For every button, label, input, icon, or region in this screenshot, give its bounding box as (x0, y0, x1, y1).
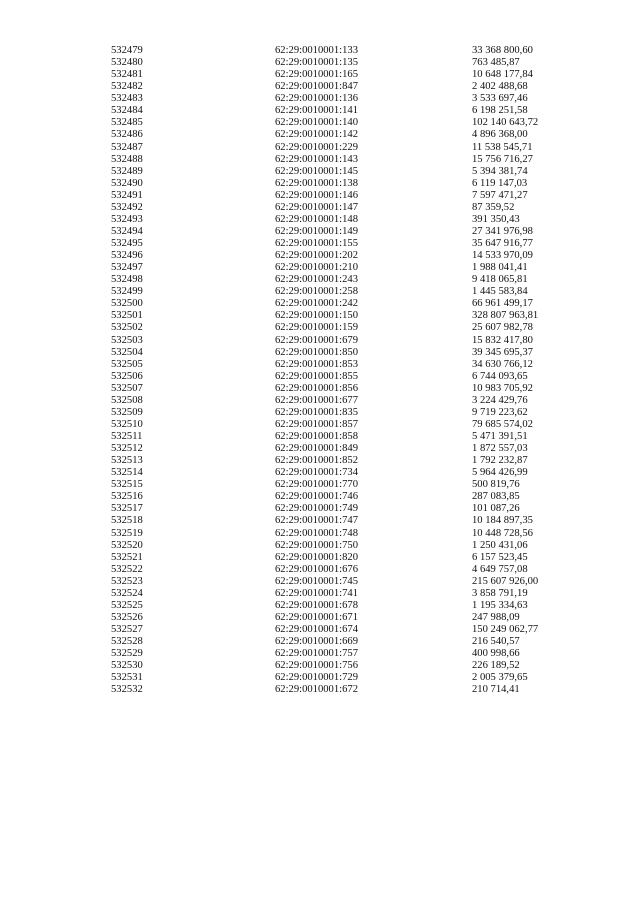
cadastral-value: 6 744 093,65 (472, 370, 528, 382)
cadastral-value: 763 485,87 (472, 57, 520, 69)
cadastral-value: 6 157 523,45 (472, 551, 528, 563)
table-row (0, 69, 640, 81)
row-number: 532501 (111, 310, 143, 322)
cadastral-value: 247 988,09 (472, 611, 520, 623)
cadastral-value: 6 198 251,58 (472, 105, 528, 117)
table-row (0, 202, 640, 214)
row-number: 532511 (111, 431, 143, 442)
cadastral-value: 226 189,52 (472, 660, 520, 672)
table-row (0, 250, 640, 262)
table-row (0, 479, 640, 491)
cadastral-number: 62:29:0010001:852 (275, 455, 358, 467)
cadastral-number: 62:29:0010001:674 (275, 624, 358, 635)
cadastral-number: 62:29:0010001:741 (275, 587, 358, 599)
table-row (0, 515, 640, 527)
cadastral-number: 62:29:0010001:210 (275, 262, 358, 274)
table-row (0, 371, 640, 383)
cadastral-value: 66 961 499,17 (472, 298, 533, 310)
row-number: 532514 (111, 467, 143, 479)
table-row (0, 564, 640, 576)
cadastral-value: 9 719 223,62 (472, 406, 528, 418)
cadastral-number: 62:29:0010001:849 (275, 443, 358, 455)
cadastral-number: 62:29:0010001:146 (275, 189, 358, 201)
cadastral-number: 62:29:0010001:149 (275, 225, 358, 237)
cadastral-number: 62:29:0010001:243 (275, 274, 358, 286)
row-number: 532486 (111, 129, 143, 141)
row-number: 532532 (111, 684, 143, 696)
cadastral-number: 62:29:0010001:242 (275, 298, 358, 310)
cadastral-number: 62:29:0010001:150 (275, 310, 358, 322)
table-row (0, 166, 640, 178)
cadastral-number: 62:29:0010001:155 (275, 238, 358, 249)
cadastral-number: 62:29:0010001:136 (275, 93, 358, 105)
row-number: 532527 (111, 624, 143, 635)
row-number: 532497 (111, 262, 143, 274)
table-row (0, 142, 640, 154)
row-number: 532522 (111, 563, 143, 575)
table-row (0, 359, 640, 371)
cadastral-number: 62:29:0010001:142 (275, 129, 358, 141)
table-row (0, 322, 640, 334)
row-number: 532498 (111, 274, 143, 286)
cadastral-value: 9 418 065,81 (472, 274, 528, 286)
cadastral-number: 62:29:0010001:229 (275, 141, 358, 153)
table-row (0, 636, 640, 648)
table-row (0, 310, 640, 322)
table-row (0, 395, 640, 407)
row-number: 532494 (111, 225, 143, 237)
table-row (0, 540, 640, 552)
cadastral-number: 62:29:0010001:679 (275, 334, 358, 346)
cadastral-value: 6 119 147,03 (472, 177, 528, 189)
cadastral-number: 62:29:0010001:853 (275, 358, 358, 370)
table-row (0, 383, 640, 395)
cadastral-value: 1 195 334,63 (472, 599, 528, 611)
table-row (0, 286, 640, 298)
cadastral-value: 5 964 426,99 (472, 467, 528, 479)
table-row (0, 443, 640, 455)
cadastral-value: 10 448 728,56 (472, 527, 533, 539)
row-number: 532530 (111, 660, 143, 672)
cadastral-value: 87 359,52 (472, 201, 515, 213)
row-number: 532529 (111, 648, 143, 660)
row-number: 532488 (111, 153, 143, 165)
table-row (0, 672, 640, 684)
cadastral-value: 1 872 557,03 (472, 443, 528, 455)
cadastral-number: 62:29:0010001:202 (275, 250, 358, 262)
cadastral-value: 34 630 766,12 (472, 358, 533, 370)
row-number: 532499 (111, 286, 143, 298)
table-row (0, 214, 640, 226)
table-row (0, 552, 640, 564)
cadastral-value: 10 184 897,35 (472, 515, 533, 527)
row-number: 532524 (111, 587, 143, 599)
table-row (0, 612, 640, 624)
cadastral-value: 15 832 417,80 (472, 334, 533, 346)
row-number: 532487 (111, 141, 143, 153)
cadastral-value: 27 341 976,98 (472, 225, 533, 237)
cadastral-number: 62:29:0010001:677 (275, 394, 358, 406)
row-number: 532512 (111, 443, 143, 455)
cadastral-number: 62:29:0010001:820 (275, 551, 358, 563)
row-number: 532493 (111, 213, 143, 225)
row-number: 532502 (111, 322, 143, 334)
table-row (0, 117, 640, 129)
cadastral-number: 62:29:0010001:141 (275, 105, 358, 117)
cadastral-number: 62:29:0010001:856 (275, 382, 358, 394)
cadastral-number: 62:29:0010001:747 (275, 515, 358, 527)
cadastral-value: 79 685 574,02 (472, 418, 533, 430)
row-number: 532504 (111, 346, 143, 358)
row-number: 532500 (111, 298, 143, 310)
cadastral-value: 7 597 471,27 (472, 189, 528, 201)
row-number: 532503 (111, 334, 143, 346)
cadastral-number: 62:29:0010001:138 (275, 177, 358, 189)
row-number: 532518 (111, 515, 143, 527)
cadastral-number: 62:29:0010001:140 (275, 117, 358, 129)
cadastral-value: 5 394 381,74 (472, 165, 528, 177)
cadastral-number: 62:29:0010001:678 (275, 599, 358, 611)
cadastral-number: 62:29:0010001:746 (275, 491, 358, 503)
row-number: 532490 (111, 177, 143, 189)
cadastral-value: 1 792 232,87 (472, 455, 528, 467)
cadastral-value-table (0, 45, 640, 696)
cadastral-value: 1 445 583,84 (472, 286, 528, 298)
row-number: 532484 (111, 105, 143, 117)
cadastral-value: 287 083,85 (472, 491, 520, 503)
cadastral-value: 25 607 982,78 (472, 322, 533, 334)
table-row (0, 81, 640, 93)
cadastral-number: 62:29:0010001:857 (275, 418, 358, 430)
row-number: 532506 (111, 370, 143, 382)
cadastral-number: 62:29:0010001:756 (275, 660, 358, 672)
row-number: 532491 (111, 189, 143, 201)
cadastral-value: 14 533 970,09 (472, 250, 533, 262)
cadastral-number: 62:29:0010001:676 (275, 563, 358, 575)
cadastral-number: 62:29:0010001:159 (275, 322, 358, 334)
row-number: 532525 (111, 599, 143, 611)
cadastral-value: 102 140 643,72 (472, 117, 539, 129)
cadastral-number: 62:29:0010001:734 (275, 467, 358, 479)
table-row (0, 178, 640, 190)
row-number: 532505 (111, 358, 143, 370)
row-number: 532531 (111, 672, 143, 684)
table-row (0, 154, 640, 166)
cadastral-value: 10 648 177,84 (472, 69, 533, 81)
cadastral-number: 62:29:0010001:855 (275, 370, 358, 382)
cadastral-value: 210 714,41 (472, 684, 520, 696)
cadastral-number: 62:29:0010001:135 (275, 57, 358, 69)
table-row (0, 528, 640, 540)
cadastral-value: 39 345 695,37 (472, 346, 533, 358)
cadastral-number: 62:29:0010001:750 (275, 539, 358, 551)
row-number: 532480 (111, 57, 143, 69)
cadastral-value: 328 807 963,81 (472, 310, 539, 322)
row-number: 532520 (111, 539, 143, 551)
table-row (0, 455, 640, 467)
row-number: 532516 (111, 491, 143, 503)
table-row (0, 660, 640, 672)
table-row (0, 129, 640, 141)
cadastral-value: 4 649 757,08 (472, 563, 528, 575)
table-row (0, 576, 640, 588)
cadastral-number: 62:29:0010001:847 (275, 81, 358, 93)
cadastral-value: 33 368 800,60 (472, 45, 533, 56)
table-row (0, 57, 640, 69)
cadastral-value: 2 005 379,65 (472, 672, 528, 684)
row-number: 532485 (111, 117, 143, 129)
cadastral-number: 62:29:0010001:858 (275, 431, 358, 442)
row-number: 532510 (111, 418, 143, 430)
table-row (0, 467, 640, 479)
row-number: 532528 (111, 636, 143, 648)
cadastral-number: 62:29:0010001:669 (275, 636, 358, 648)
table-row (0, 238, 640, 250)
cadastral-value: 215 607 926,00 (472, 575, 539, 587)
cadastral-value: 3 224 429,76 (472, 394, 528, 406)
cadastral-number: 62:29:0010001:672 (275, 684, 358, 696)
cadastral-value: 500 819,76 (472, 479, 520, 491)
table-row (0, 226, 640, 238)
cadastral-value: 101 087,26 (472, 503, 520, 515)
table-row (0, 648, 640, 660)
cadastral-number: 62:29:0010001:147 (275, 201, 358, 213)
table-row (0, 262, 640, 274)
row-number: 532481 (111, 69, 143, 81)
table-row (0, 624, 640, 636)
cadastral-value: 15 756 716,27 (472, 153, 533, 165)
cadastral-number: 62:29:0010001:729 (275, 672, 358, 684)
cadastral-number: 62:29:0010001:745 (275, 575, 358, 587)
table-row (0, 190, 640, 202)
cadastral-value: 2 402 488,68 (472, 81, 528, 93)
table-row (0, 347, 640, 359)
cadastral-value: 1 988 041,41 (472, 262, 528, 274)
table-row (0, 274, 640, 286)
row-number: 532509 (111, 406, 143, 418)
cadastral-value: 5 471 391,51 (472, 431, 528, 442)
row-number: 532489 (111, 165, 143, 177)
table-row (0, 105, 640, 117)
cadastral-number: 62:29:0010001:850 (275, 346, 358, 358)
table-row (0, 491, 640, 503)
table-row (0, 431, 640, 443)
cadastral-value: 11 538 545,71 (472, 141, 533, 153)
row-number: 532507 (111, 382, 143, 394)
table-row (0, 503, 640, 515)
cadastral-number: 62:29:0010001:143 (275, 153, 358, 165)
row-number: 532495 (111, 238, 143, 249)
row-number: 532526 (111, 611, 143, 623)
table-row (0, 335, 640, 347)
cadastral-number: 62:29:0010001:748 (275, 527, 358, 539)
table-row (0, 407, 640, 419)
row-number: 532479 (111, 45, 143, 56)
cadastral-number: 62:29:0010001:148 (275, 213, 358, 225)
table-row (0, 600, 640, 612)
row-number: 532515 (111, 479, 143, 491)
cadastral-value: 4 896 368,00 (472, 129, 528, 141)
cadastral-number: 62:29:0010001:165 (275, 69, 358, 81)
cadastral-value: 150 249 062,77 (472, 624, 539, 635)
cadastral-value: 391 350,43 (472, 213, 520, 225)
cadastral-number: 62:29:0010001:133 (275, 45, 358, 56)
cadastral-number: 62:29:0010001:671 (275, 611, 358, 623)
row-number: 532508 (111, 394, 143, 406)
table-row (0, 298, 640, 310)
row-number: 532517 (111, 503, 143, 515)
row-number: 532519 (111, 527, 143, 539)
table-row (0, 419, 640, 431)
cadastral-value: 3 533 697,46 (472, 93, 528, 105)
row-number: 532521 (111, 551, 143, 563)
cadastral-number: 62:29:0010001:145 (275, 165, 358, 177)
table-row (0, 45, 640, 57)
cadastral-value: 1 250 431,06 (472, 539, 528, 551)
cadastral-number: 62:29:0010001:258 (275, 286, 358, 298)
table-row (0, 588, 640, 600)
cadastral-value: 3 858 791,19 (472, 587, 528, 599)
row-number: 532482 (111, 81, 143, 93)
cadastral-number: 62:29:0010001:835 (275, 406, 358, 418)
cadastral-number: 62:29:0010001:770 (275, 479, 358, 491)
cadastral-value: 10 983 705,92 (472, 382, 533, 394)
cadastral-value: 400 998,66 (472, 648, 520, 660)
cadastral-number: 62:29:0010001:757 (275, 648, 358, 660)
table-row (0, 684, 640, 696)
cadastral-value: 216 540,57 (472, 636, 520, 648)
table-row (0, 93, 640, 105)
cadastral-number: 62:29:0010001:749 (275, 503, 358, 515)
cadastral-value: 35 647 916,77 (472, 238, 533, 249)
row-number: 532492 (111, 201, 143, 213)
row-number: 532496 (111, 250, 143, 262)
row-number: 532483 (111, 93, 143, 105)
row-number: 532523 (111, 575, 143, 587)
row-number: 532513 (111, 455, 143, 467)
